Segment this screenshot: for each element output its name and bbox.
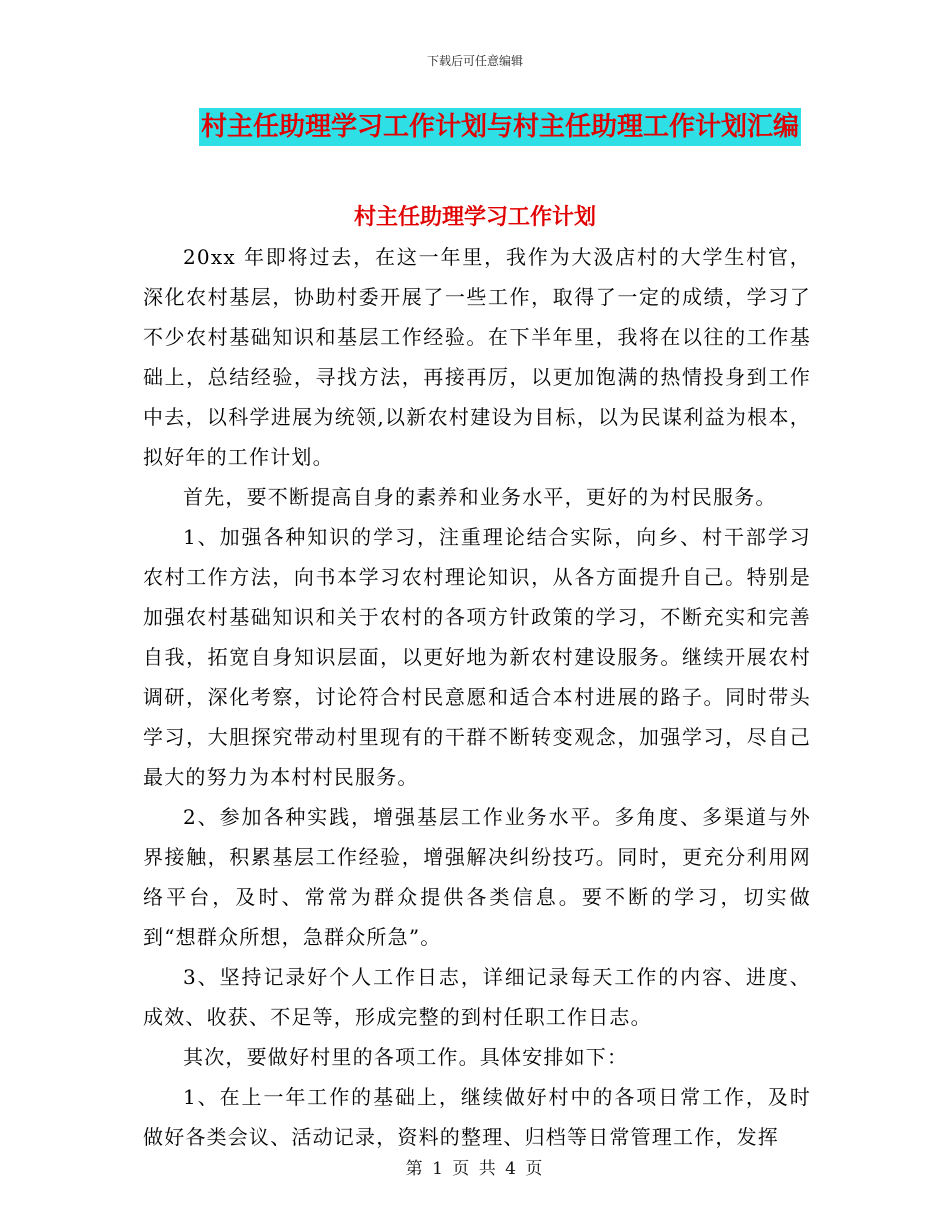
paragraph-item-1: 1、加强各种知识的学习，注重理论结合实际，向乡、村干部学习农村工作方法，向书本学习农村理论知识，从各方面提升自己。特别是加强农村基础知识和关于农村的各项方针政策的学习，不断充实和完善自我，拓宽自身知识层面，以更好地为新农村建设服务。继续开展农村调研，深化考察，讨论符合村民意愿和适合本村进展的路子。同时带头学习，大胆探究带动村里现有的干群不断转变观念，加强学习，尽自己最大的努力为本村村民服务。 bbox=[143, 525, 811, 789]
paragraph-item-2: 2、参加各种实践，增强基层工作业务水平。多角度、多渠道与外界接触，积累基层工作经验，增强解决纠纷技巧。同时，更充分利用网络平台，及时、常常为群众提供各类信息。要不断的学习，切实做到“想群众所想，急群众所急”。 bbox=[143, 805, 811, 949]
main-title-container bbox=[0, 108, 950, 146]
paragraph-task-1: 1、在上一年工作的基础上，继续做好村中的各项日常工作，及时做好各类会议、活动记录，资料的整理、归档等日常管理工作，发挥 bbox=[143, 1085, 811, 1149]
paragraph-item-3: 3、坚持记录好个人工作日志，详细记录每天工作的内容、进度、成效、收获、不足等，形成完整的到村任职工作日志。 bbox=[143, 965, 811, 1029]
section-title: 村主任助理学习工作计划 bbox=[353, 205, 596, 230]
main-title: 村主任助理学习工作计划与村主任助理工作计划汇编 bbox=[199, 108, 801, 146]
header-note: 下载后可任意编辑 bbox=[426, 54, 523, 68]
document-body bbox=[143, 217, 811, 1157]
paragraph-intro: 20xx 年即将过去，在这一年里，我作为大汲店村的大学生村官，深化农村基层，协助村委开展了一些工作，取得了一定的成绩，学习了不少农村基础知识和基层工作经验。在下半年里，我将在以往的工作基础上，总结经验，寻找方法，再接再厉，以更加饱满的热情投身到工作中去，以科学进展为统领,以新农村建设为目标，以为民谋利益为根本，拟好年的工作计划。 bbox=[143, 245, 811, 469]
paragraph-first-point: 首先，要不断提高自身的素养和业务水平，更好的为村民服务。 bbox=[183, 485, 777, 509]
paragraph-second-point: 其次，要做好村里的各项工作。具体安排如下： bbox=[183, 1045, 629, 1069]
page-number-footer: 第 1 页 共 4 页 bbox=[405, 1159, 545, 1179]
